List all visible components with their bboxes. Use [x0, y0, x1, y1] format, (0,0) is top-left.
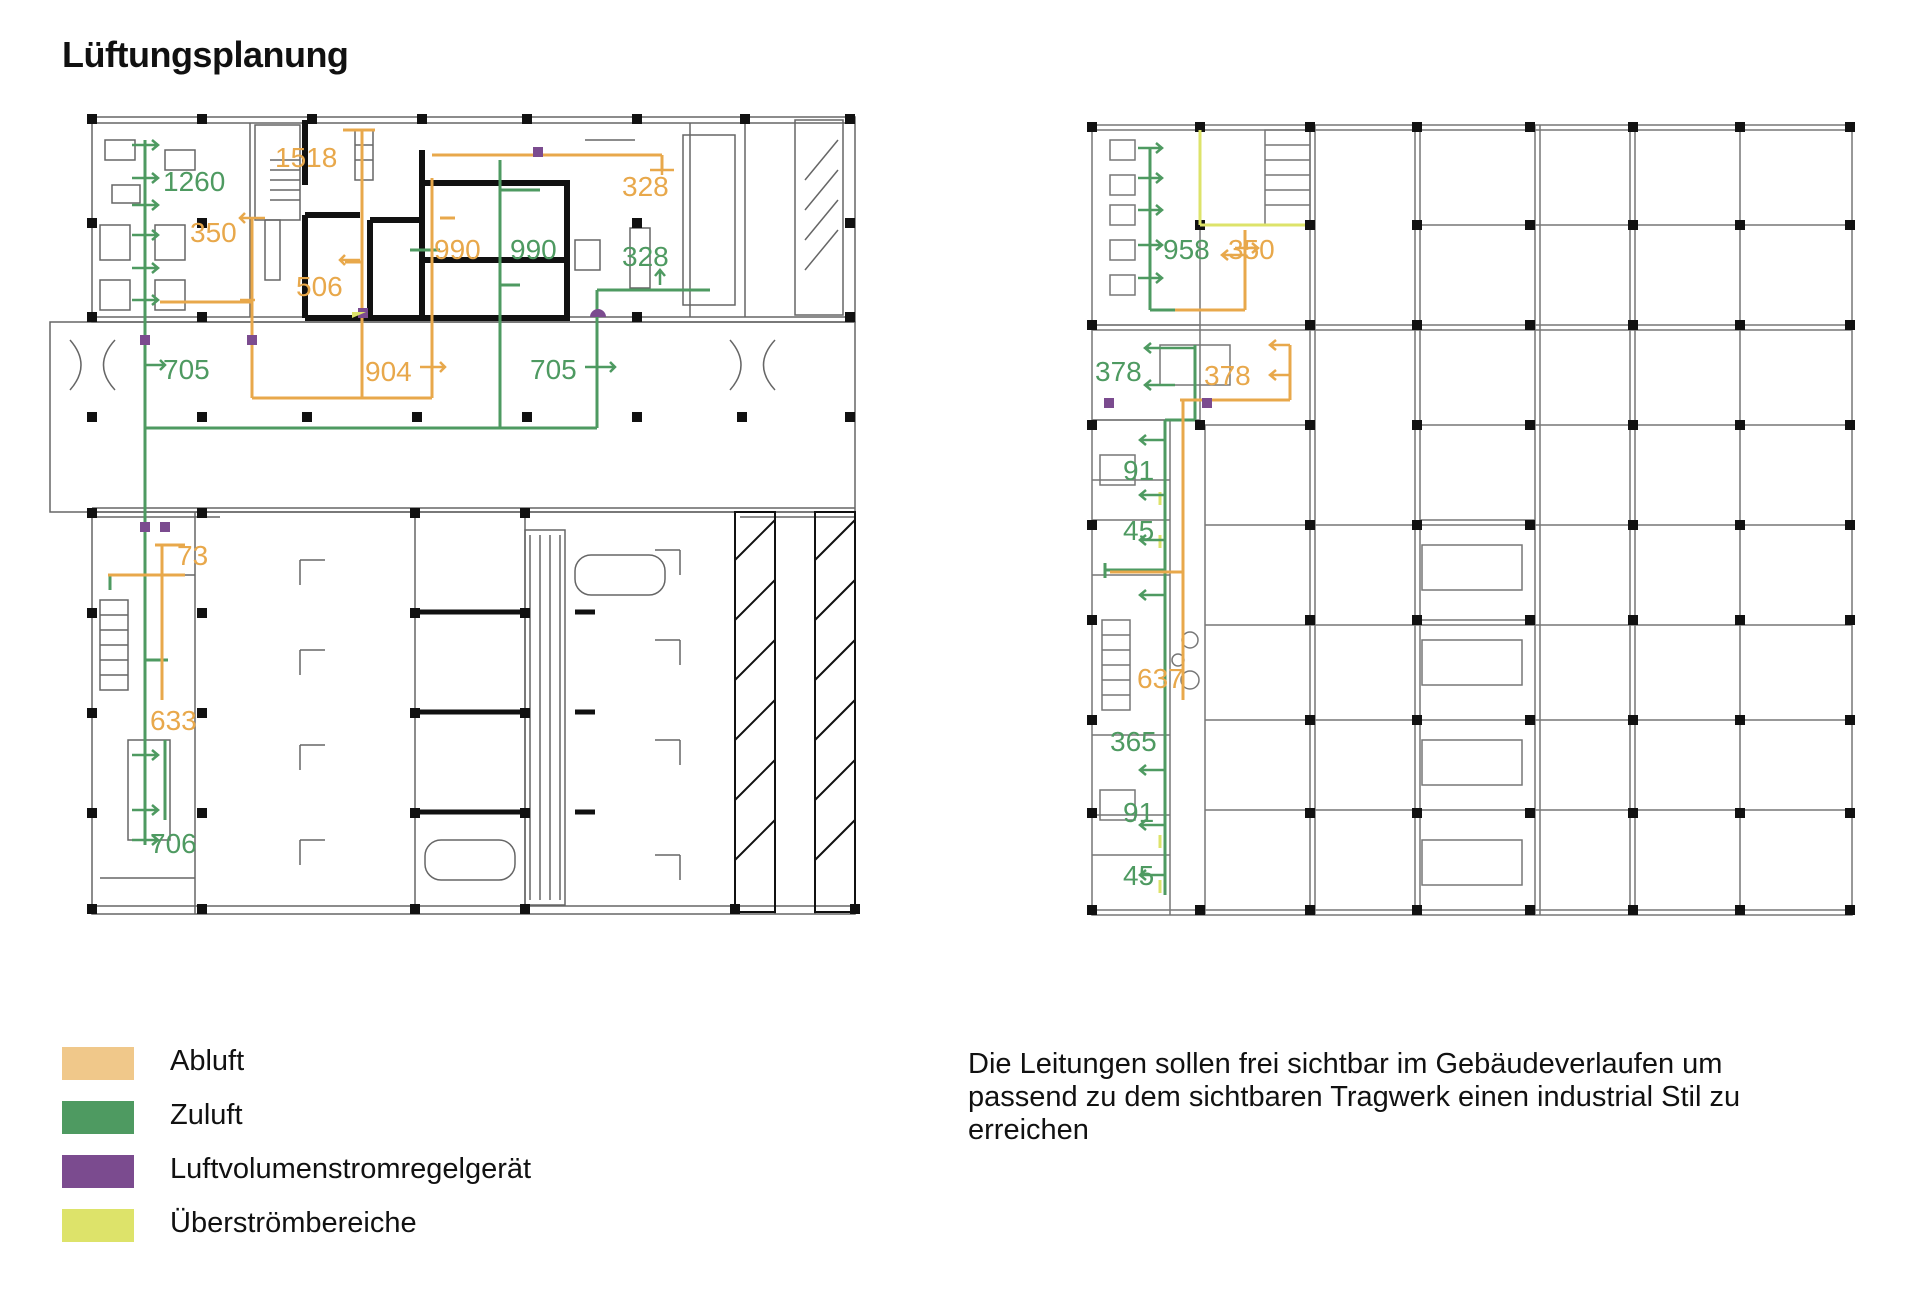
abluft-label: 73 — [177, 540, 209, 571]
regulator-marker — [533, 147, 543, 157]
zuluft-label: 45 — [1123, 515, 1155, 546]
legend-swatch — [62, 1155, 134, 1188]
abluft-label: 506 — [296, 271, 343, 302]
right-exhaust-air-arrows — [1183, 243, 1290, 655]
zuluft-label: 705 — [530, 354, 577, 385]
legend-swatch — [62, 1209, 134, 1242]
regulator-marker — [140, 522, 150, 532]
regulator-marker — [590, 309, 606, 317]
zuluft-label: 378 — [1095, 356, 1142, 387]
abluft-label: 350 — [190, 217, 237, 248]
left-air-volume-regulators — [140, 147, 606, 532]
left-plan-flow-labels — [150, 142, 669, 859]
zuluft-label: 706 — [150, 828, 197, 859]
abluft-label: 904 — [365, 356, 412, 387]
legend-label: Zuluft — [170, 1099, 243, 1131]
regulator-marker — [1104, 398, 1114, 408]
zuluft-label: 91 — [1123, 455, 1155, 486]
left-plan-corridor — [50, 322, 855, 512]
regulator-marker — [160, 522, 170, 532]
zuluft-label: 365 — [1110, 726, 1157, 757]
legend-label: Überströmbereiche — [170, 1207, 417, 1239]
zuluft-label: 1260 — [163, 166, 226, 197]
garage-ramp-hatching — [735, 512, 855, 912]
abluft-label: 378 — [1204, 360, 1251, 391]
regulator-marker — [247, 335, 257, 345]
design-note: Die Leitungen sollen frei sichtbar im Gebäudeverlaufen um passend zu dem sichtbaren Tragwerk einen industrial Stil zu erreichen — [968, 1048, 1741, 1146]
legend-swatch — [62, 1101, 134, 1134]
abluft-label: 633 — [150, 705, 197, 736]
garage-beams — [415, 612, 595, 812]
regulator-marker — [140, 335, 150, 345]
zuluft-label: 958 — [1163, 234, 1210, 265]
legend-label: Luftvolumenstromregelgerät — [170, 1153, 532, 1185]
right-plan-flow-labels — [1095, 234, 1275, 891]
zuluft-label: 705 — [163, 354, 210, 385]
legend-swatch — [62, 1047, 134, 1080]
legend-label: Abluft — [170, 1045, 245, 1077]
abluft-label: 990 — [434, 234, 481, 265]
zuluft-label: 328 — [622, 241, 669, 272]
zuluft-label: 990 — [510, 234, 557, 265]
abluft-label: 328 — [622, 171, 669, 202]
page-title: Lüftungsplanung — [62, 34, 349, 75]
abluft-label: 1518 — [275, 142, 338, 173]
zuluft-label: 45 — [1123, 860, 1155, 891]
abluft-label: 637 — [1137, 663, 1184, 694]
left-plan-walls — [305, 120, 567, 318]
abluft-label: 350 — [1228, 234, 1275, 265]
zuluft-label: 91 — [1123, 797, 1155, 828]
regulator-marker — [1202, 398, 1212, 408]
